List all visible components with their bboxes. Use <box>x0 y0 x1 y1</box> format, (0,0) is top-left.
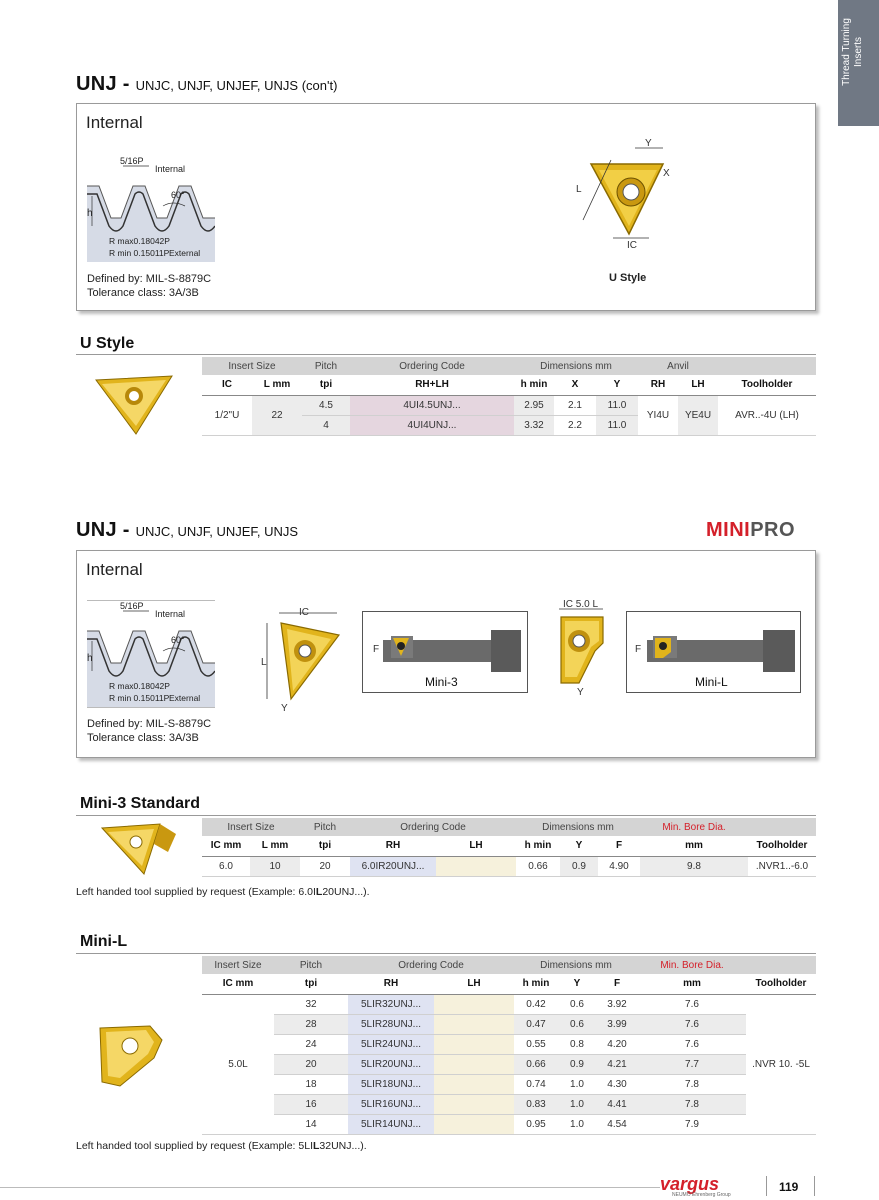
m3-ch-y: Y <box>560 836 598 856</box>
footer-divider <box>766 1176 767 1196</box>
m3-ch-ic: IC mm <box>202 836 250 856</box>
ml-h: 0.47 <box>514 1014 558 1034</box>
mid-heading-sub: UNJC, UNJF, UNJEF, UNJS <box>135 524 299 539</box>
ml-gh-bore: Min. Bore Dia. <box>638 956 746 974</box>
profile-p-label: 5/16P <box>120 601 144 611</box>
ml-ch-lh: LH <box>434 974 514 994</box>
top-heading-sub: UNJC, UNJF, UNJEF, UNJS (con't) <box>135 78 338 93</box>
u-ch-h: h min <box>514 375 554 395</box>
minil-holder-box <box>626 611 801 693</box>
ml-tpi: 24 <box>274 1034 348 1054</box>
ml-y: 1.0 <box>558 1114 596 1134</box>
m3-ch-holder: Toolholder <box>748 836 816 856</box>
ml-rh: 5LIR32UNJ... <box>348 994 434 1014</box>
m3-tpi: 20 <box>300 856 350 876</box>
ml-tpi: 16 <box>274 1094 348 1114</box>
u-style-insert-diagram <box>571 134 683 252</box>
mini3-dim-l: L <box>261 657 267 668</box>
ml-rh: 5LIR28UNJ... <box>348 1014 434 1034</box>
mid-internal-box <box>76 550 816 758</box>
table-row <box>202 1074 816 1094</box>
m3-ch-lh: LH <box>436 836 516 856</box>
mini3-label: Mini-3 <box>425 675 458 689</box>
ml-ch-rh: RH <box>348 974 434 994</box>
profile-rmax-label: R max0.18042P <box>109 236 170 246</box>
ml-rh: 5LIR20UNJ... <box>348 1054 434 1074</box>
mini3-rule <box>76 815 816 816</box>
ml-bore: 7.8 <box>638 1074 746 1094</box>
u-ch-y: Y <box>596 375 638 395</box>
u-x: 2.2 <box>554 415 596 435</box>
ml-ch-ic: IC mm <box>202 974 274 994</box>
ml-f: 4.20 <box>596 1034 638 1054</box>
ml-ch-y: Y <box>558 974 596 994</box>
u-y: 11.0 <box>596 415 638 435</box>
ml-y: 0.8 <box>558 1034 596 1054</box>
ml-gh-insert: Insert Size <box>202 956 274 974</box>
minil-note-c: 32UNJ...). <box>319 1140 367 1152</box>
mini3-insert-diagram <box>261 605 345 713</box>
ml-y: 0.6 <box>558 994 596 1014</box>
mini3-note-b: L <box>315 886 323 898</box>
m3-ch-h: h min <box>516 836 560 856</box>
ml-lh <box>434 1054 514 1074</box>
m3-ic: 6.0 <box>202 856 250 876</box>
ml-lh <box>434 1014 514 1034</box>
u-gh-pitch: Pitch <box>302 357 350 375</box>
minil-holder-drawing <box>627 612 800 692</box>
top-internal-box <box>76 103 816 311</box>
mini3-note-c: 20UNJ...). <box>322 886 370 898</box>
ml-bore: 7.9 <box>638 1114 746 1134</box>
profile-internal-label: Internal <box>155 609 186 619</box>
ml-f: 3.99 <box>596 1014 638 1034</box>
m3-ch-rh: RH <box>350 836 436 856</box>
ml-f: 3.92 <box>596 994 638 1014</box>
ml-rh: 5LIR16UNJ... <box>348 1094 434 1114</box>
ml-gh-pitch: Pitch <box>274 956 348 974</box>
u-gh-anvil: Anvil <box>638 357 718 375</box>
profile-rmin-label: R min 0.15011P <box>109 693 170 703</box>
profile-internal-label: Internal <box>155 164 186 174</box>
top-box-title: Internal <box>86 113 143 132</box>
profile-p-label: 5/16P <box>120 156 144 166</box>
mid-heading-main: UNJ - <box>76 519 136 541</box>
u-ch-l: L mm <box>252 375 302 395</box>
table-row <box>202 1094 816 1114</box>
ml-tpi: 32 <box>274 994 348 1014</box>
u-dim-y: Y <box>645 138 652 149</box>
minil-dim-y: Y <box>577 687 584 697</box>
u-anvil-lh: YE4U <box>678 395 718 435</box>
m3-bore: 9.8 <box>640 856 748 876</box>
profile-angle-label: 60° <box>171 190 185 200</box>
side-tab-label: Thread Turning Inserts <box>841 18 864 86</box>
ml-lh <box>434 994 514 1014</box>
m3-gh-dims: Dimensions mm <box>516 818 640 836</box>
ml-h: 0.55 <box>514 1034 558 1054</box>
top-heading <box>76 73 337 96</box>
page-number: 119 <box>779 1180 799 1194</box>
ml-lh <box>434 1114 514 1134</box>
mini3-note-a: Left handed tool supplied by request (Example: 6.0I <box>76 886 316 898</box>
minil-title: Mini-L <box>80 933 128 950</box>
u-style-rule <box>76 354 816 355</box>
m3-gh-pitch: Pitch <box>300 818 350 836</box>
u-gh-dims: Dimensions mm <box>514 357 638 375</box>
minil-table <box>202 956 816 1135</box>
minil-rule <box>76 953 816 954</box>
u-code: 4UI4.5UNJ... <box>350 395 514 415</box>
ml-f: 4.30 <box>596 1074 638 1094</box>
minipro-logo-pro: PRO <box>750 519 796 541</box>
u-x: 2.1 <box>554 395 596 415</box>
u-ch-code: RH+LH <box>350 375 514 395</box>
minil-insert-diagram <box>549 597 613 697</box>
ml-rh: 5LIR24UNJ... <box>348 1034 434 1054</box>
u-tpi: 4 <box>302 415 350 435</box>
m3-ch-mm: mm <box>640 836 748 856</box>
mid-tolerance: Tolerance class: 3A/3B <box>87 732 199 744</box>
minipro-logo-mini: MINI <box>706 519 751 541</box>
profile-rmax-label: R max0.18042P <box>109 681 170 691</box>
u-ch-holder: Toolholder <box>718 375 816 395</box>
ml-tpi: 28 <box>274 1014 348 1034</box>
u-style-label: U Style <box>609 272 647 284</box>
m3-holder: .NVR1..-6.0 <box>748 856 816 876</box>
mini3-dim-f: F <box>373 644 380 655</box>
ml-bore: 7.8 <box>638 1094 746 1114</box>
u-tpi: 4.5 <box>302 395 350 415</box>
ml-rh: 5LIR18UNJ... <box>348 1074 434 1094</box>
profile-h-label: h <box>87 653 93 664</box>
ml-rh: 5LIR14UNJ... <box>348 1114 434 1134</box>
ml-tpi: 14 <box>274 1114 348 1134</box>
u-gh-code: Ordering Code <box>350 357 514 375</box>
ml-gh-code: Ordering Code <box>348 956 514 974</box>
top-heading-main: UNJ - <box>76 73 136 95</box>
u-style-insert-image <box>92 372 176 436</box>
ml-holder: .NVR 10. -5L <box>746 994 816 1134</box>
m3-gh-blank <box>748 818 816 836</box>
u-l: 22 <box>252 395 302 435</box>
u-ch-rh: RH <box>638 375 678 395</box>
profile-angle-label: 60° <box>171 635 185 645</box>
ml-ic: 5.0L <box>202 994 274 1134</box>
ml-y: 0.6 <box>558 1014 596 1034</box>
minipro-logo <box>706 519 795 542</box>
minil-dim-ic: IC 5.0 L <box>563 599 599 610</box>
u-y: 11.0 <box>596 395 638 415</box>
minil-note-a: Left handed tool supplied by request (Example: 5LI <box>76 1140 313 1152</box>
ml-f: 4.41 <box>596 1094 638 1114</box>
ml-bore: 7.6 <box>638 1034 746 1054</box>
m3-h: 0.66 <box>516 856 560 876</box>
u-anvil-rh: YI4U <box>638 395 678 435</box>
thread-profile-diagram <box>87 156 215 262</box>
footer-line <box>0 1187 660 1188</box>
mini3-dim-ic: IC <box>299 607 309 618</box>
ml-gh-blank <box>746 956 816 974</box>
ml-y: 0.9 <box>558 1054 596 1074</box>
vargus-logo-text: vargus <box>660 1174 720 1194</box>
m3-ch-tpi: tpi <box>300 836 350 856</box>
ml-h: 0.83 <box>514 1094 558 1114</box>
minil-insert-image <box>96 1022 166 1088</box>
u-holder: AVR..-4U (LH) <box>718 395 816 435</box>
m3-gh-code: Ordering Code <box>350 818 516 836</box>
ml-ch-h: h min <box>514 974 558 994</box>
table-row <box>202 395 816 415</box>
minil-dim-f: F <box>635 644 642 655</box>
u-h: 3.32 <box>514 415 554 435</box>
ml-ch-mm: mm <box>638 974 746 994</box>
mid-heading <box>76 519 298 542</box>
u-gh-blank <box>718 357 816 375</box>
ml-lh <box>434 1094 514 1114</box>
table-row <box>202 1054 816 1074</box>
table-row <box>202 1114 816 1134</box>
m3-gh-bore: Min. Bore Dia. <box>640 818 748 836</box>
ml-bore: 7.6 <box>638 1014 746 1034</box>
table-row <box>202 994 816 1014</box>
table-row <box>202 1014 816 1034</box>
u-ch-lh: LH <box>678 375 718 395</box>
u-style-table <box>202 357 816 436</box>
m3-rh: 6.0IR20UNJ... <box>350 856 436 876</box>
m3-f: 4.90 <box>598 856 640 876</box>
ml-h: 0.95 <box>514 1114 558 1134</box>
u-gh-insert: Insert Size <box>202 357 302 375</box>
ml-gh-dims: Dimensions mm <box>514 956 638 974</box>
u-ch-ic: IC <box>202 375 252 395</box>
u-dim-x: X <box>663 168 670 179</box>
ml-ch-tpi: tpi <box>274 974 348 994</box>
top-tolerance: Tolerance class: 3A/3B <box>87 287 199 299</box>
profile-h-label: h <box>87 208 93 219</box>
mid-defined-by: Defined by: MIL-S-8879C <box>87 718 212 730</box>
table-row <box>202 1034 816 1054</box>
ml-lh <box>434 1074 514 1094</box>
ml-ch-holder: Toolholder <box>746 974 816 994</box>
ml-ch-f: F <box>596 974 638 994</box>
minil-label: Mini-L <box>695 675 728 689</box>
side-tab <box>838 0 879 126</box>
mini3-note <box>76 886 370 898</box>
m3-gh-insert: Insert Size <box>202 818 300 836</box>
ml-bore: 7.6 <box>638 994 746 1014</box>
ml-h: 0.74 <box>514 1074 558 1094</box>
u-dim-l: L <box>576 184 582 195</box>
profile-external-label: External <box>169 693 201 703</box>
mid-box-title: Internal <box>86 560 143 579</box>
mini3-insert-image <box>98 822 178 876</box>
m3-y: 0.9 <box>560 856 598 876</box>
u-ic: 1/2"U <box>202 395 252 435</box>
m3-lh <box>436 856 516 876</box>
vargus-logo <box>660 1174 731 1198</box>
m3-l: 10 <box>250 856 300 876</box>
minil-note <box>76 1140 367 1152</box>
ml-bore: 7.7 <box>638 1054 746 1074</box>
top-defined-by: Defined by: MIL-S-8879C <box>87 273 212 285</box>
m3-ch-l: L mm <box>250 836 300 856</box>
u-dim-ic: IC <box>627 240 637 251</box>
mini3-dim-y: Y <box>281 703 288 713</box>
profile-external-label: External <box>169 248 201 258</box>
ml-h: 0.66 <box>514 1054 558 1074</box>
ml-f: 4.54 <box>596 1114 638 1134</box>
u-h: 2.95 <box>514 395 554 415</box>
u-code: 4UI4UNJ... <box>350 415 514 435</box>
mini3-holder-box <box>362 611 528 693</box>
ml-y: 1.0 <box>558 1094 596 1114</box>
ml-tpi: 20 <box>274 1054 348 1074</box>
mini3-title: Mini-3 Standard <box>80 795 201 812</box>
ml-y: 1.0 <box>558 1074 596 1094</box>
mini3-holder-drawing <box>363 612 527 692</box>
u-ch-tpi: tpi <box>302 375 350 395</box>
ml-f: 4.21 <box>596 1054 638 1074</box>
table-row <box>202 856 816 876</box>
mini3-table <box>202 818 816 877</box>
ml-h: 0.42 <box>514 994 558 1014</box>
profile-rmin-label: R min 0.15011P <box>109 248 170 258</box>
vargus-logo-sub: NEUMO Ehrenberg Group <box>672 1192 731 1198</box>
ml-tpi: 18 <box>274 1074 348 1094</box>
ml-lh <box>434 1034 514 1054</box>
m3-ch-f: F <box>598 836 640 856</box>
u-ch-x: X <box>554 375 596 395</box>
u-style-title: U Style <box>80 335 135 352</box>
thread-profile-diagram <box>87 600 215 708</box>
footer-divider-right <box>814 1176 815 1196</box>
minil-note-b: L <box>313 1140 320 1152</box>
